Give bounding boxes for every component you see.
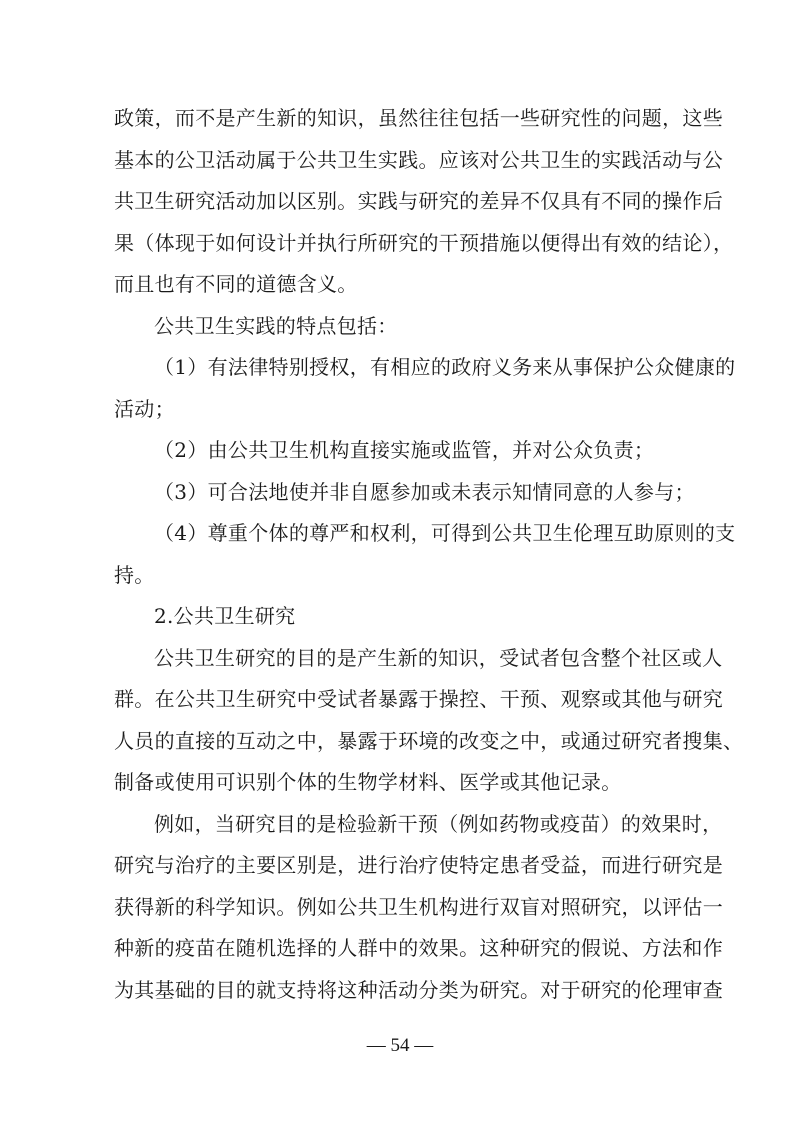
text-line: 人员的直接的互动之中，暴露于环境的改变之中，或通过研究者搜集、 — [114, 728, 744, 753]
page-number: — 54 — — [366, 1035, 434, 1056]
text-line: 共卫生研究活动加以区别。实践与研究的差异不仅具有不同的操作后 — [114, 189, 723, 213]
text-line: 果（体现于如何设计并执行所研究的干预措施以便得出有效的结论）， — [114, 230, 734, 255]
text-line: 活动； — [114, 396, 175, 421]
text-line: 例如，当研究目的是检验新干预（例如药物或疫苗）的效果时， — [154, 811, 723, 836]
text-line: 群。在公共卫生研究中受试者暴露于操控、干预、观察或其他与研究 — [114, 687, 723, 711]
text-line: 种新的疫苗在随机选择的人群中的效果。这种研究的假说、方法和作 — [114, 936, 723, 960]
text-line: 而且也有不同的道德含义。 — [114, 272, 358, 296]
text-line: 制备或使用可识别个体的生物学材料、医学或其他记录。 — [114, 770, 622, 794]
text-line: 持。 — [114, 562, 155, 587]
text-line: 研究与治疗的主要区别是，进行治疗使特定患者受益，而进行研究是 — [114, 853, 723, 877]
list-item: （2）由公共卫生机构直接实施或监管，并对公众负责； — [154, 438, 655, 462]
list-item: （3）可合法地使并非自愿参加或未表示知情同意的人参与； — [154, 479, 695, 504]
text-line: 基本的公卫活动属于公共卫生实践。应该对公共卫生的实践活动与公 — [114, 147, 723, 172]
list-item: （4）尊重个体的尊严和权利，可得到公共卫生伦理互助原则的支 — [154, 521, 736, 545]
text-line: 公共卫生实践的特点包括： — [154, 313, 398, 338]
document-body — [114, 98, 744, 1011]
text-line: 获得新的科学知识。例如公共卫生机构进行双盲对照研究，以评估一 — [114, 894, 723, 919]
text-line: 为其基础的目的就支持将这种活动分类为研究。对于研究的伦理审查 — [114, 977, 723, 1002]
section-heading: 2.公共卫生研究 — [154, 604, 296, 628]
list-item: （1）有法律特别授权，有相应的政府义务来从事保护公众健康的 — [154, 355, 736, 379]
text-line: 公共卫生研究的目的是产生新的知识，受试者包含整个社区或人 — [154, 645, 723, 670]
text-line: 政策，而不是产生新的知识，虽然往往包括一些研究性的问题，这些 — [114, 106, 723, 130]
